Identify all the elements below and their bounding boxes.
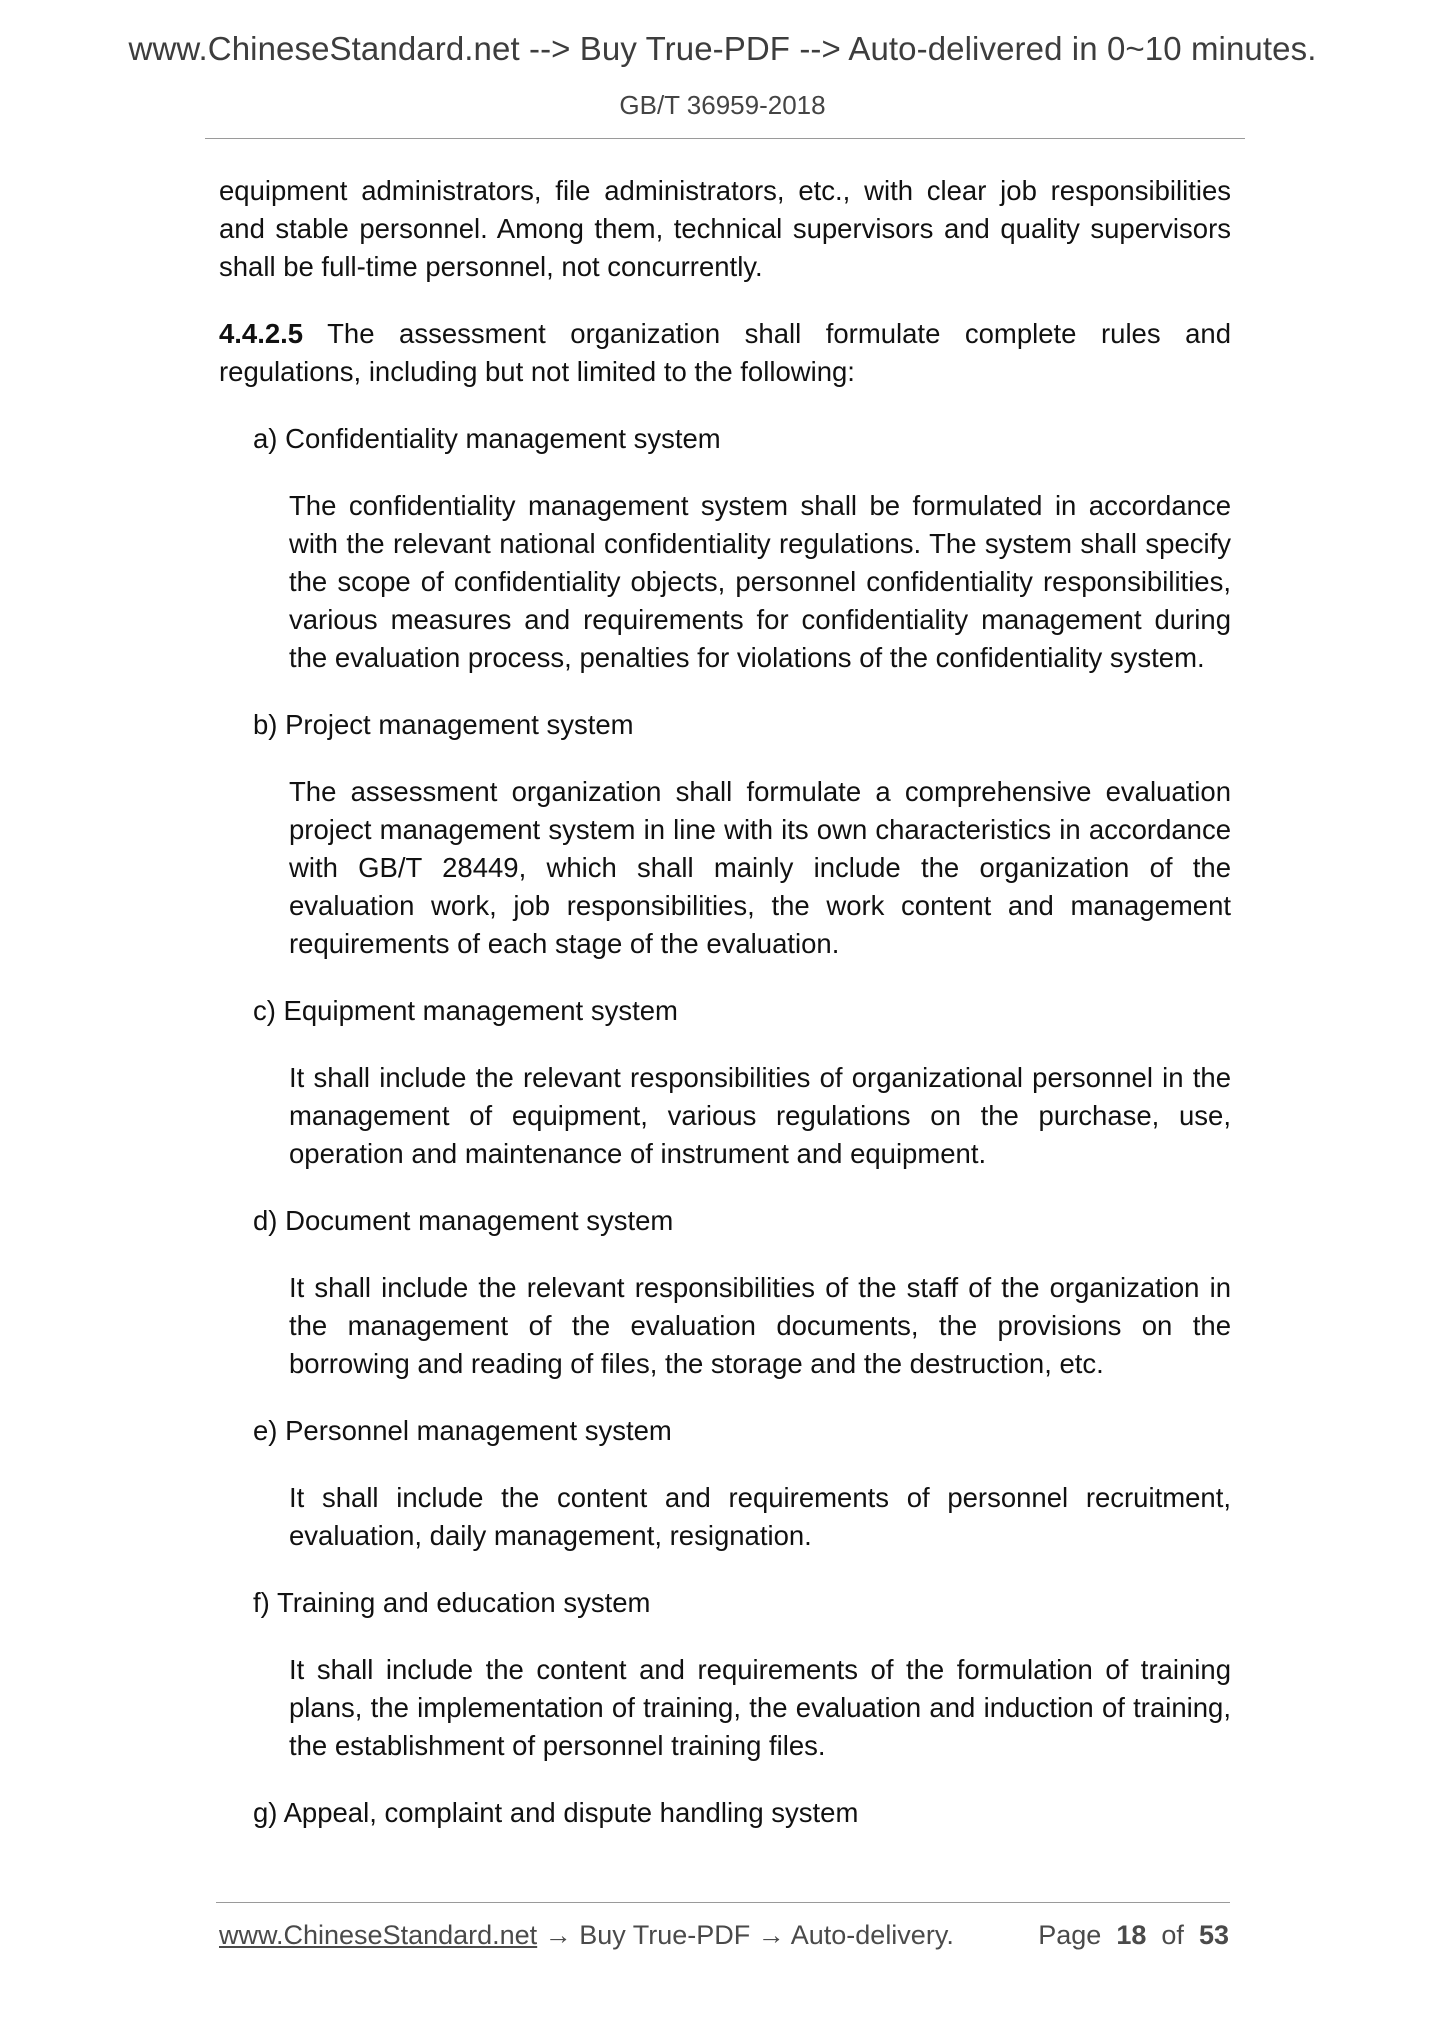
- item-a-heading: a) Confidentiality management system: [253, 423, 721, 454]
- page-label: Page: [1038, 1920, 1102, 1950]
- footer-tagline: → Buy True-PDF → Auto-delivery.: [537, 1920, 954, 1950]
- page-total: 53: [1198, 1920, 1229, 1950]
- page-current: 18: [1116, 1920, 1147, 1950]
- clause-4-4-2-5: [219, 315, 1231, 391]
- item-e-heading: e) Personnel management system: [253, 1415, 672, 1446]
- of-label: of: [1161, 1920, 1184, 1950]
- clause-text: The assessment organization shall formulate complete rules and regulations, including but not limited to the following:: [219, 318, 1231, 387]
- clause-number: 4.4.2.5: [219, 318, 304, 349]
- item-b-text: The assessment organization shall formulate a comprehensive evaluation project management system in line with its own characteristics in accordance with GB/T 28449, which shall mainly include the organization of the evaluation work, job responsibilities, the work content and management requirements of each stage of the evaluation.: [289, 776, 1231, 959]
- item-f-heading: f) Training and education system: [253, 1587, 651, 1618]
- item-f-text: It shall include the content and requirements of the formulation of training plans, the implementation of training, the evaluation and induction of training, the establishment of personnel training files.: [289, 1654, 1231, 1761]
- item-g-heading: g) Appeal, complaint and dispute handling system: [253, 1797, 859, 1828]
- document-body: [219, 172, 1231, 1861]
- item-b-heading: b) Project management system: [253, 709, 634, 740]
- header-banner: www.ChineseStandard.net --> Buy True-PDF --> Auto-delivered in 0~10 minutes.: [128, 30, 1317, 67]
- item-c-heading: c) Equipment management system: [253, 995, 678, 1026]
- intro-paragraph: equipment administrators, file administrators, etc., with clear job responsibilities and stable personnel. Among them, technical supervisors and quality supervisors shall be full-time personnel, not concurrently.: [219, 175, 1231, 282]
- footer-site-link[interactable]: www.ChineseStandard.net: [219, 1920, 538, 1950]
- item-d-heading: d) Document management system: [253, 1205, 674, 1236]
- footer-divider: [216, 1902, 1230, 1903]
- standard-code: GB/T 36959-2018: [619, 90, 826, 120]
- header-divider: [205, 138, 1245, 139]
- footer-promo: [219, 1920, 954, 1951]
- item-e-text: It shall include the content and requirements of personnel recruitment, evaluation, daily management, resignation.: [289, 1482, 1231, 1551]
- item-d-text: It shall include the relevant responsibilities of the staff of the organization in the management of the evaluation documents, the provisions on the borrowing and reading of files, the storage and the destruction, etc.: [289, 1272, 1231, 1379]
- page-indicator: [1038, 1920, 1229, 1951]
- item-c-text: It shall include the relevant responsibilities of organizational personnel in the management of equipment, various regulations on the purchase, use, operation and maintenance of instrument and equipment.: [289, 1062, 1231, 1169]
- item-a-text: The confidentiality management system shall be formulated in accordance with the relevant national confidentiality regulations. The system shall specify the scope of confidentiality objects, personnel confidentiality responsibilities, various measures and requirements for confidentiality management during the evaluation process, penalties for violations of the confidentiality system.: [289, 490, 1231, 673]
